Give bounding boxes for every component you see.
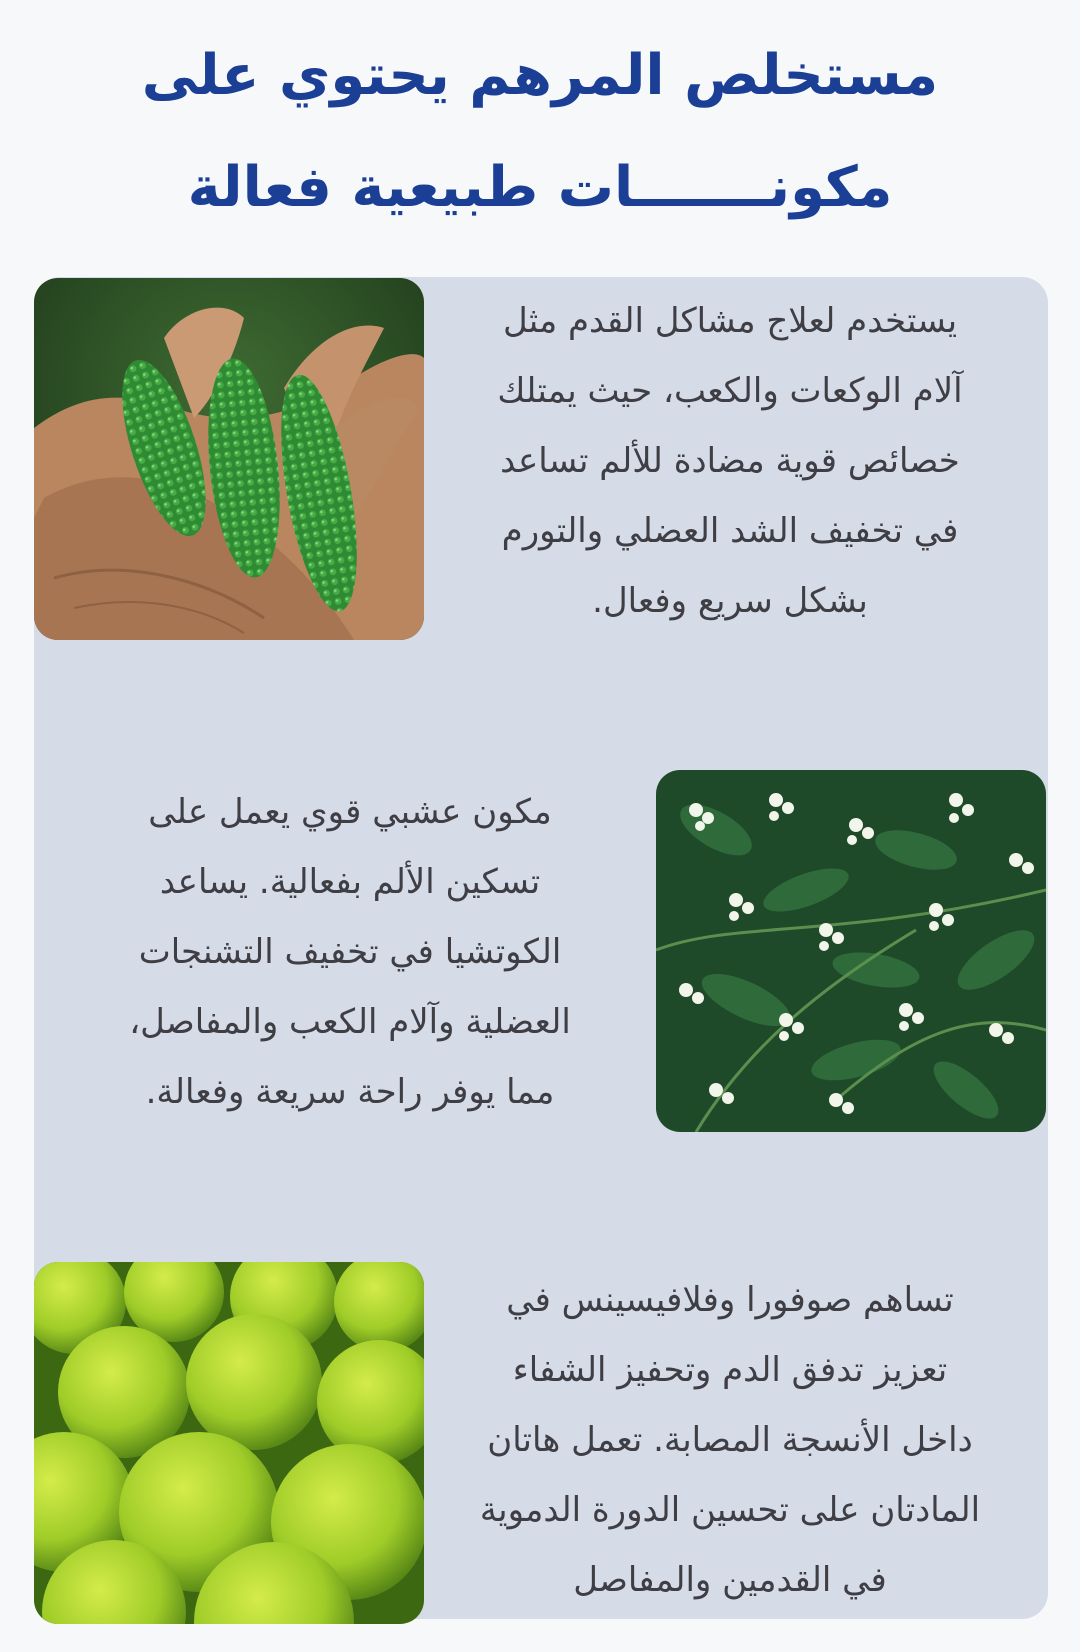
section-2-line: مما يوفر راحة سريعة وفعالة. (145, 1072, 555, 1112)
section-1-line: خصائص قوية مضادة للألم تساعد (500, 441, 960, 481)
section-1-text (460, 286, 1000, 636)
section-3-text (460, 1265, 1000, 1615)
sophora-flowers-image (656, 770, 1046, 1132)
kochia-shrubs-image (34, 1262, 424, 1624)
title-line-2: مكونـــــــات طبيعية فعالة (187, 155, 893, 220)
section-3-line: تساهم صوفورا وفلافيسينس في (506, 1280, 954, 1320)
page-title (0, 20, 1080, 244)
section-1-line: يستخدم لعلاج مشاكل القدم مثل (502, 301, 958, 341)
section-3-line: المادتان على تحسين الدورة الدموية (479, 1490, 981, 1530)
section-3-line: تعزيز تدفق الدم وتحفيز الشفاء (512, 1350, 948, 1390)
section-1-line: آلام الوكعات والكعب، حيث يمتلك (497, 371, 963, 411)
section-2-line: مكون عشبي قوي يعمل على (148, 792, 552, 832)
section-2-line: الكوتشيا في تخفيف التشنجات (138, 932, 562, 972)
section-3-line: داخل الأنسجة المصابة. تعمل هاتان (487, 1420, 973, 1460)
section-2-text (80, 777, 620, 1127)
section-2-line: العضلية وآلام الكعب والمفاصل، (129, 1002, 571, 1042)
title-line-1: مستخلص المرهم يحتوي على (141, 43, 939, 108)
section-2-line: تسكين الألم بفعالية. يساعد (159, 862, 541, 902)
section-1-line: بشكل سريع وفعال. (592, 581, 868, 621)
section-3-line: في القدمين والمفاصل (573, 1560, 887, 1600)
bitter-melon-image (34, 278, 424, 640)
section-1-line: في تخفيف الشد العضلي والتورم (501, 511, 959, 551)
